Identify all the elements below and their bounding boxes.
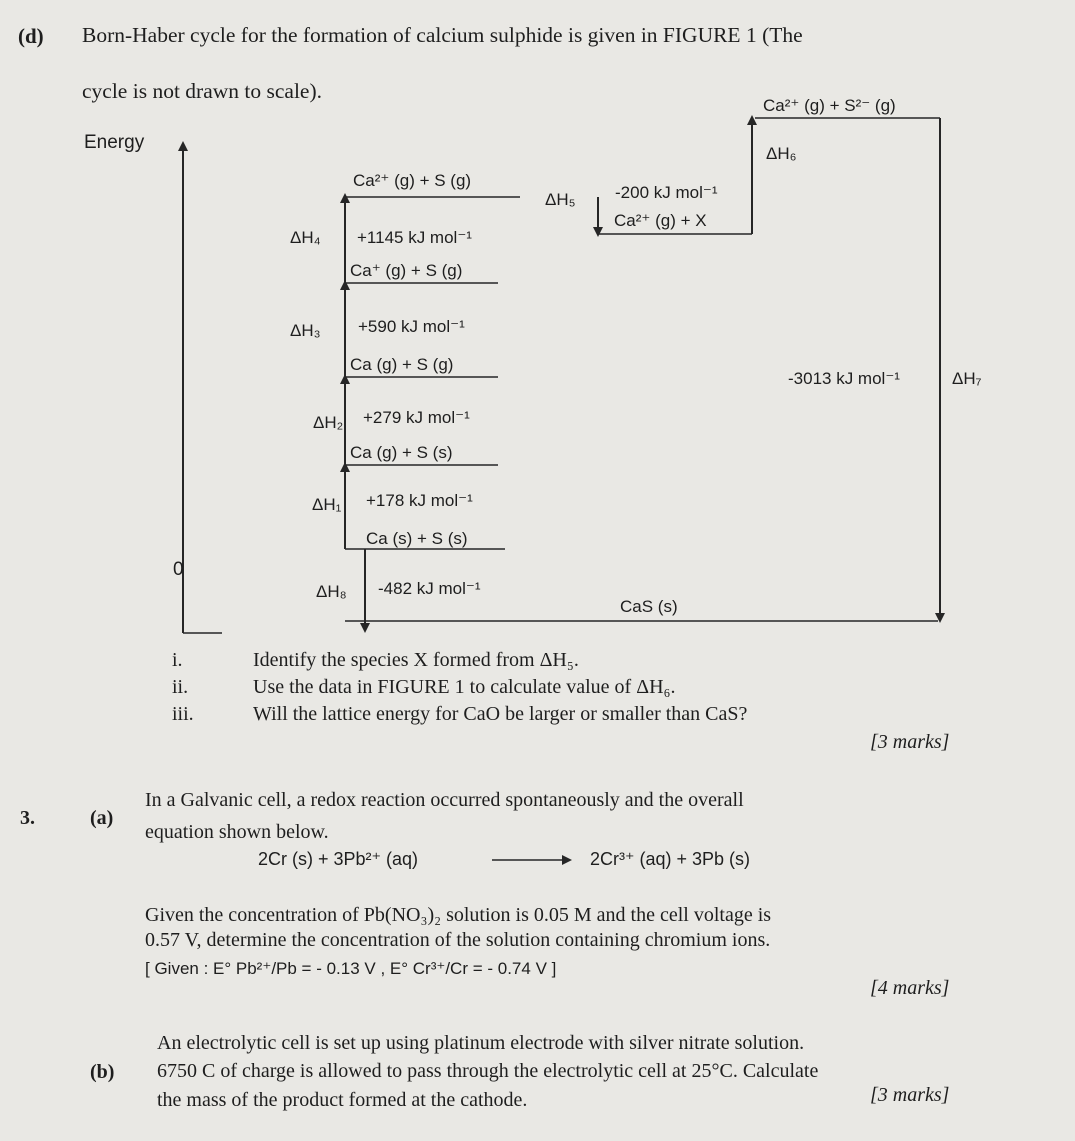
species-cag-ss: Ca (g) + S (s) — [350, 443, 453, 462]
h1-value: +178 kJ mol⁻¹ — [366, 491, 473, 510]
part-b-line-1: An electrolytic cell is set up using platinum electrode with silver nitrate solution. — [157, 1032, 805, 1054]
part-a-line-3: Given the concentration of Pb(NO₃)₂ solution is 0.05 M and the cell voltage is — [145, 904, 772, 926]
species-ca1-s: Ca⁺ (g) + S (g) — [350, 261, 463, 280]
h2-label: ΔH₂ — [313, 413, 344, 432]
part-a-line-1: In a Galvanic cell, a redox reaction occurred spontaneously and the overall — [145, 789, 744, 811]
species-product: CaS (s) — [620, 597, 678, 616]
h3-value: +590 kJ mol⁻¹ — [358, 317, 465, 336]
question-text-iii: Will the lattice energy for CaO be larger or smaller than CaS? — [253, 703, 748, 725]
question-text-ii: Use the data in FIGURE 1 to calculate value of ΔH₆. — [253, 676, 676, 698]
question-number-iii: iii. — [172, 703, 194, 725]
part-d-line-2: cycle is not drawn to scale). — [82, 79, 322, 103]
h8-value: -482 kJ mol⁻¹ — [378, 579, 481, 598]
part-a-line-4: 0.57 V, determine the concentration of the solution containing chromium ions. — [145, 929, 771, 951]
question-number-i: i. — [172, 649, 183, 671]
question-text-i: Identify the species X formed from ΔH₅. — [253, 649, 579, 671]
h5-value: -200 kJ mol⁻¹ — [615, 183, 718, 202]
part-label: (d) — [18, 24, 44, 48]
marks-b: [3 marks] — [870, 1084, 950, 1106]
h5-label: ΔH₅ — [545, 190, 576, 209]
question-number-ii: ii. — [172, 676, 189, 698]
equation-right: 2Cr³⁺ (aq) + 3Pb (s) — [590, 849, 751, 869]
species-top: Ca²⁺ (g) + S²⁻ (g) — [763, 96, 896, 115]
species-cag-sg: Ca (g) + S (g) — [350, 355, 454, 374]
h4-value: +1145 kJ mol⁻¹ — [357, 228, 472, 247]
h7-value: -3013 kJ mol⁻¹ — [788, 369, 900, 388]
h4-label: ΔH₄ — [290, 228, 321, 247]
question-3-number: 3. — [20, 807, 35, 829]
marks-d: [3 marks] — [870, 731, 950, 753]
zero-label: 0 — [173, 559, 184, 580]
equation-left: 2Cr (s) + 3Pb²⁺ (aq) — [258, 849, 419, 869]
h6-label: ΔH₆ — [766, 144, 797, 163]
energy-axis-label: Energy — [84, 132, 145, 153]
part-b-line-2: 6750 C of charge is allowed to pass through the electrolytic cell at 25°C. Calculate — [157, 1060, 819, 1082]
given-values: [ Given : E° Pb²⁺/Pb = - 0.13 V , E° Cr³⁺/Cr = - 0.74 V ] — [145, 959, 557, 978]
h7-label: ΔH₇ — [952, 369, 982, 388]
marks-a: [4 marks] — [870, 977, 950, 999]
part-a-label: (a) — [90, 807, 114, 829]
h2-value: +279 kJ mol⁻¹ — [363, 408, 470, 427]
part-d-line-1: Born-Haber cycle for the formation of calcium sulphide is given in FIGURE 1 (The — [82, 23, 803, 47]
h8-label: ΔH₈ — [316, 582, 347, 601]
species-ca2-s: Ca²⁺ (g) + S (g) — [353, 171, 472, 190]
species-ca2-x: Ca²⁺ (g) + X — [614, 211, 707, 230]
h1-label: ΔH₁ — [312, 495, 342, 514]
species-cas-ss: Ca (s) + S (s) — [366, 529, 468, 548]
h3-label: ΔH₃ — [290, 321, 321, 340]
part-b-label: (b) — [90, 1061, 115, 1083]
part-a-line-2: equation shown below. — [145, 821, 329, 843]
part-b-line-3: the mass of the product formed at the cathode. — [157, 1089, 528, 1111]
